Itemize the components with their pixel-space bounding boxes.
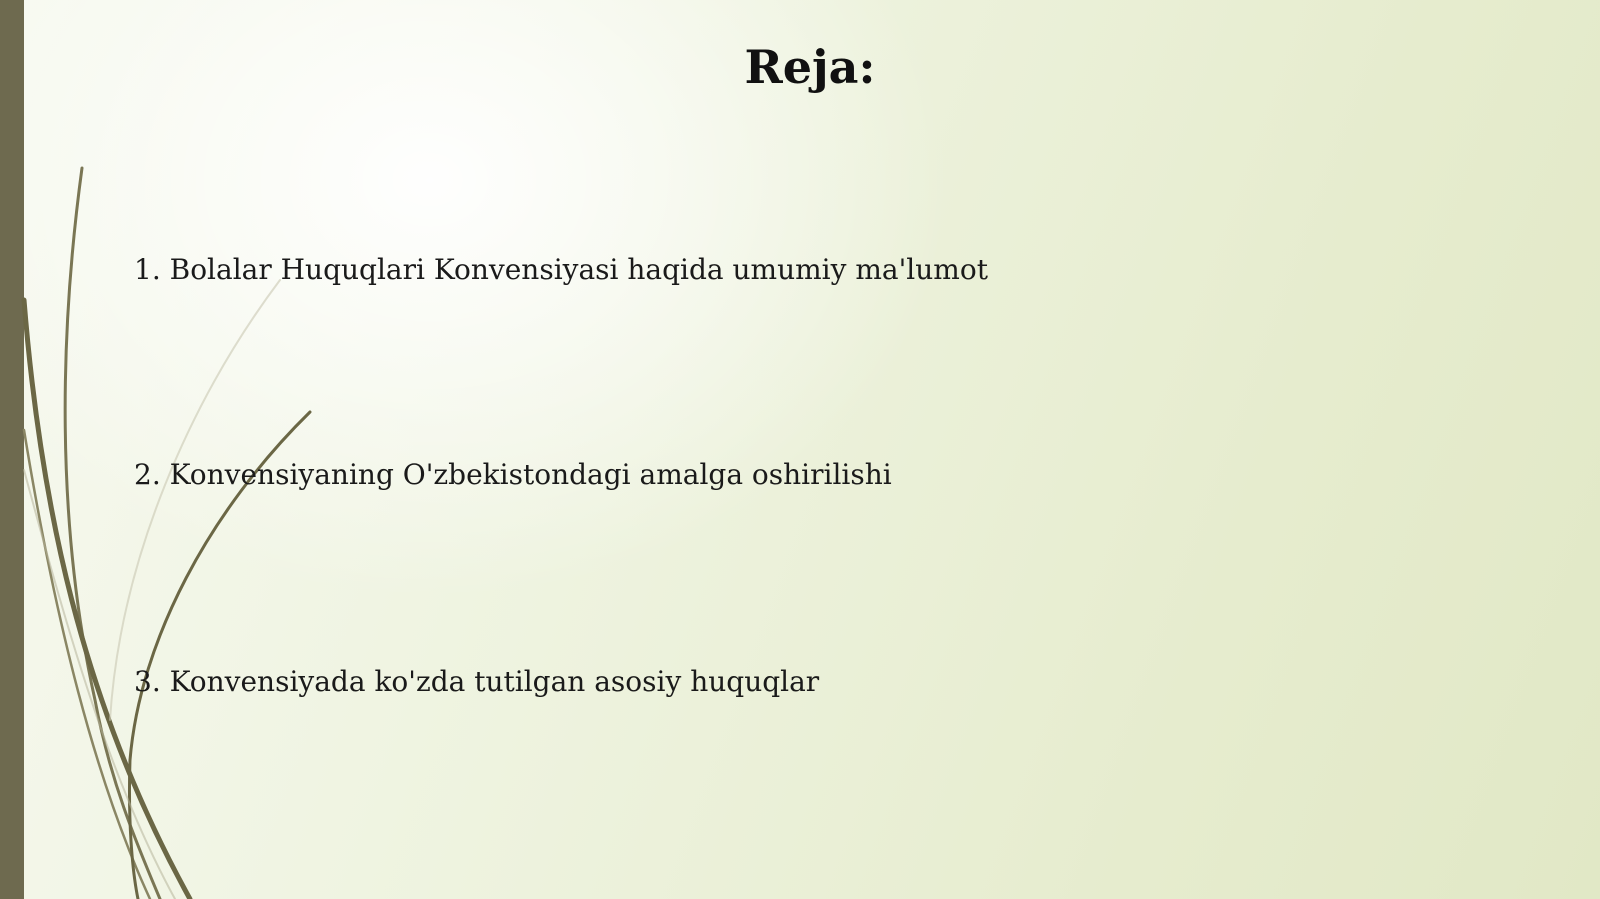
plan-item-2: 2. Konvensiyaning O'zbekistondagi amalga oshirilishi	[134, 458, 892, 491]
plan-item-1: 1. Bolalar Huquqlari Konvensiyasi haqida umumiy ma'lumot	[134, 253, 988, 286]
slide-title: Reja:	[744, 40, 876, 94]
grass-blades-decoration	[0, 0, 400, 899]
grass-blade	[24, 300, 190, 899]
plan-item-3: 3. Konvensiyada ko'zda tutilgan asosiy huquqlar	[134, 665, 820, 698]
grass-blade	[110, 280, 280, 720]
